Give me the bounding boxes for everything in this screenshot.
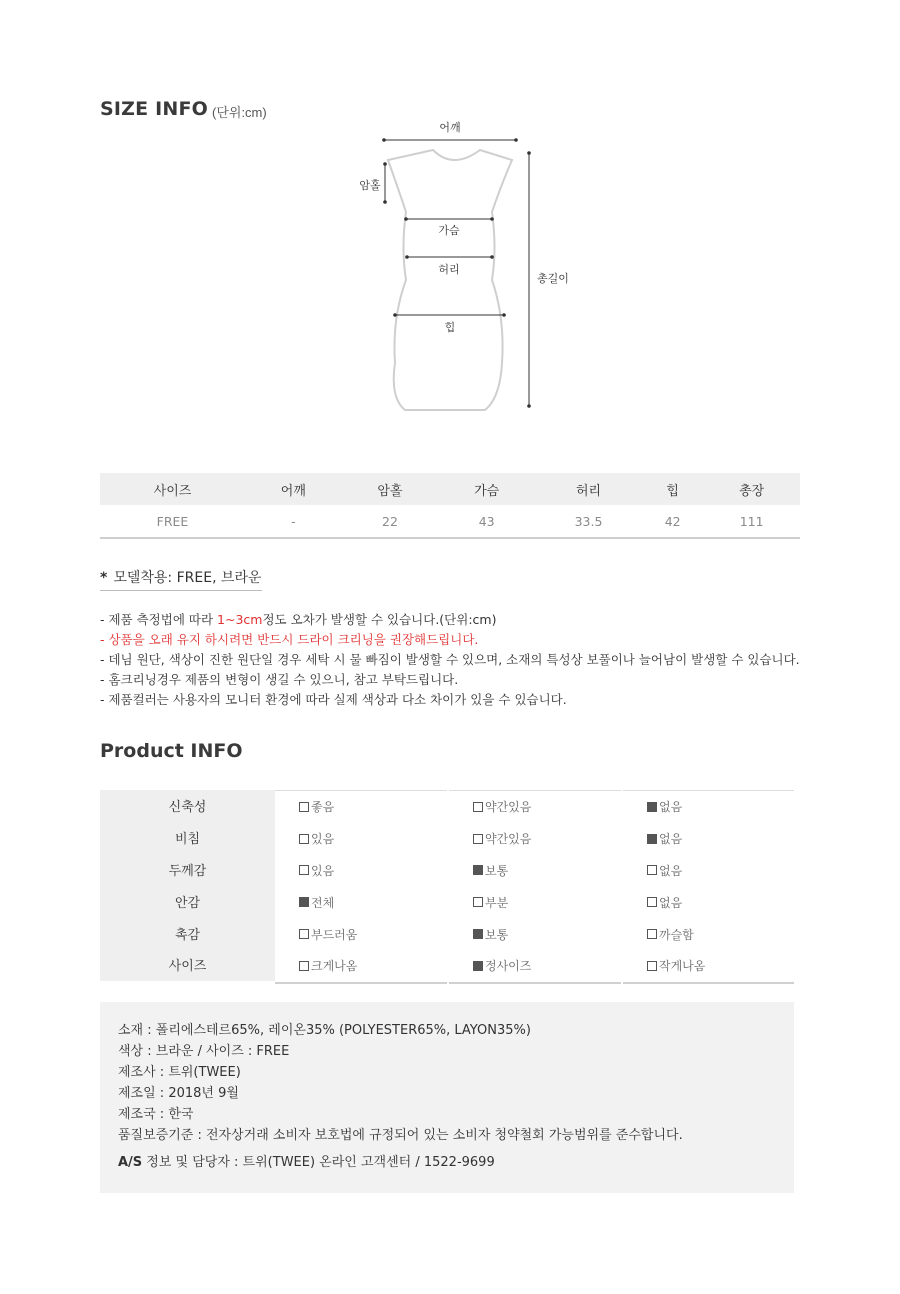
checked-box-icon bbox=[473, 865, 483, 875]
notice-item: - 상품을 오래 유지 하시려면 반드시 드라이 크리닝을 권장해드립니다. bbox=[100, 632, 479, 647]
header-chest: 가슴 bbox=[438, 473, 535, 505]
checked-box-icon bbox=[299, 897, 309, 907]
unchecked-box-icon bbox=[299, 929, 309, 939]
cell-chest: 43 bbox=[438, 505, 535, 538]
unchecked-box-icon bbox=[299, 961, 309, 971]
option-item bbox=[623, 950, 818, 982]
option-label: 약간있음 bbox=[485, 800, 532, 815]
option-label: 없음 bbox=[659, 863, 683, 878]
unchecked-box-icon bbox=[647, 929, 657, 939]
unchecked-box-icon bbox=[647, 865, 657, 875]
size-table-header-row bbox=[100, 473, 800, 505]
label-shoulder: 어깨 bbox=[439, 121, 461, 134]
option-item bbox=[623, 918, 818, 950]
attribute-label: 신축성 bbox=[168, 800, 207, 816]
option-label: 없음 bbox=[659, 800, 683, 815]
notice-item: - 제품컬러는 사용자의 모니터 환경에 따라 실제 색상과 다소 차이가 있을 수 있습니다. bbox=[100, 692, 567, 707]
option-item bbox=[275, 950, 471, 982]
unchecked-box-icon bbox=[299, 834, 309, 844]
product-info-title: Product INFO bbox=[100, 740, 243, 762]
table-row bbox=[100, 505, 800, 538]
option-label: 좋음 bbox=[311, 800, 335, 815]
quality-standard-line: 품질보증기준 : 전자상거래 소비자 보호법에 규정되어 있는 소비자 청약철회 가능범위를 준수합니다. bbox=[118, 1128, 683, 1143]
option-label: 보통 bbox=[485, 863, 509, 878]
unchecked-box-icon bbox=[473, 834, 483, 844]
label-total-length: 총길이 bbox=[537, 272, 569, 285]
option-item bbox=[449, 855, 645, 887]
product-info-grid bbox=[100, 790, 794, 981]
unchecked-box-icon bbox=[647, 897, 657, 907]
notice-item: - 데님 원단, 색상이 진한 원단일 경우 세탁 시 물 빠짐이 발생할 수 있으며, 소재의 특성상 보풀이나 늘어남이 발생할 수 있습니다. bbox=[100, 652, 800, 667]
option-label: 보통 bbox=[485, 927, 509, 942]
label-hip: 힙 bbox=[444, 321, 456, 334]
option-item bbox=[449, 823, 645, 855]
unchecked-box-icon bbox=[299, 865, 309, 875]
checked-box-icon bbox=[473, 961, 483, 971]
notice-list bbox=[100, 610, 800, 710]
checked-box-icon bbox=[647, 834, 657, 844]
measurement-error-highlight: 1~3cm bbox=[217, 612, 263, 627]
unchecked-box-icon bbox=[299, 802, 309, 812]
option-column-2 bbox=[449, 790, 621, 984]
color-size-line: 색상 : 브라운 / 사이즈 : FREE bbox=[118, 1044, 290, 1059]
option-label: 있음 bbox=[311, 832, 335, 847]
option-item bbox=[275, 886, 471, 918]
unchecked-box-icon bbox=[473, 897, 483, 907]
header-hip: 힙 bbox=[642, 473, 703, 505]
label-chest: 가슴 bbox=[438, 224, 460, 237]
option-item bbox=[623, 791, 818, 823]
dress-outline bbox=[388, 150, 512, 410]
option-label: 크게나옴 bbox=[311, 959, 358, 974]
size-unit-label: (단위:cm) bbox=[212, 105, 267, 120]
option-item bbox=[275, 855, 471, 887]
attribute-label: 사이즈 bbox=[168, 959, 207, 975]
option-item bbox=[623, 886, 818, 918]
option-item bbox=[449, 950, 645, 982]
option-item bbox=[623, 855, 818, 887]
option-item bbox=[449, 886, 645, 918]
attribute-label: 두께감 bbox=[168, 863, 207, 879]
header-armhole: 암홀 bbox=[342, 473, 439, 505]
model-wearing-note bbox=[100, 567, 262, 591]
checked-box-icon bbox=[647, 802, 657, 812]
attribute-label: 촉감 bbox=[174, 927, 201, 943]
size-info-title: SIZE INFO bbox=[100, 98, 209, 120]
material-line: 소재 : 폴리에스테르65%, 레이온35% (POLYESTER65%, LAYON35%) bbox=[118, 1023, 531, 1038]
asterisk-icon: * bbox=[100, 570, 108, 586]
option-item bbox=[275, 918, 471, 950]
manufacture-date-line: 제조일 : 2018년 9월 bbox=[118, 1086, 239, 1101]
unchecked-box-icon bbox=[647, 961, 657, 971]
checked-box-icon bbox=[473, 929, 483, 939]
option-item bbox=[623, 823, 818, 855]
cell-size: FREE bbox=[100, 505, 245, 538]
option-label: 정사이즈 bbox=[485, 959, 532, 974]
option-label: 부분 bbox=[485, 895, 509, 910]
option-label: 약간있음 bbox=[485, 832, 532, 847]
size-table bbox=[100, 473, 800, 539]
option-label: 있음 bbox=[311, 863, 335, 878]
option-label: 없음 bbox=[659, 895, 683, 910]
option-item bbox=[449, 791, 645, 823]
notice-item: - 홈크리닝경우 제품의 변형이 생길 수 있으니, 참고 부탁드립니다. bbox=[100, 672, 459, 687]
option-label: 작게나옴 bbox=[659, 959, 706, 974]
option-item bbox=[275, 791, 471, 823]
country-line: 제조국 : 한국 bbox=[118, 1107, 194, 1122]
as-info-line: A/S 정보 및 담당자 : 트위(TWEE) 온라인 고객센터 / 1522-9699 bbox=[118, 1155, 495, 1170]
cell-waist: 33.5 bbox=[535, 505, 642, 538]
label-waist: 허리 bbox=[438, 263, 460, 276]
option-column-3 bbox=[623, 790, 794, 984]
header-shoulder: 어깨 bbox=[245, 473, 342, 505]
attribute-label: 비침 bbox=[174, 832, 201, 848]
option-item bbox=[275, 823, 471, 855]
unchecked-box-icon bbox=[473, 802, 483, 812]
attribute-label: 안감 bbox=[174, 895, 201, 911]
option-item bbox=[449, 918, 645, 950]
notice-item: - 제품 측정법에 따라 1~3cm정도 오차가 발생할 수 있습니다.(단위:cm) bbox=[100, 612, 497, 627]
label-armhole: 암홀 bbox=[359, 179, 381, 192]
attribute-label-column bbox=[100, 790, 275, 981]
header-waist: 허리 bbox=[535, 473, 642, 505]
option-label: 부드러움 bbox=[311, 927, 358, 942]
option-label: 없음 bbox=[659, 832, 683, 847]
header-size: 사이즈 bbox=[100, 473, 245, 505]
model-note-text: 모델착용: FREE, 브라운 bbox=[113, 570, 262, 586]
cell-shoulder: - bbox=[245, 505, 342, 538]
option-label: 까슬함 bbox=[659, 927, 694, 942]
option-label: 전체 bbox=[311, 895, 335, 910]
cell-hip: 42 bbox=[642, 505, 703, 538]
manufacturer-line: 제조사 : 트위(TWEE) bbox=[118, 1065, 241, 1080]
header-total-length: 총장 bbox=[703, 473, 800, 505]
cell-total-length: 111 bbox=[703, 505, 800, 538]
cell-armhole: 22 bbox=[342, 505, 439, 538]
option-column-1 bbox=[275, 790, 447, 984]
product-details-box bbox=[100, 1002, 794, 1193]
dress-size-diagram bbox=[340, 118, 600, 418]
